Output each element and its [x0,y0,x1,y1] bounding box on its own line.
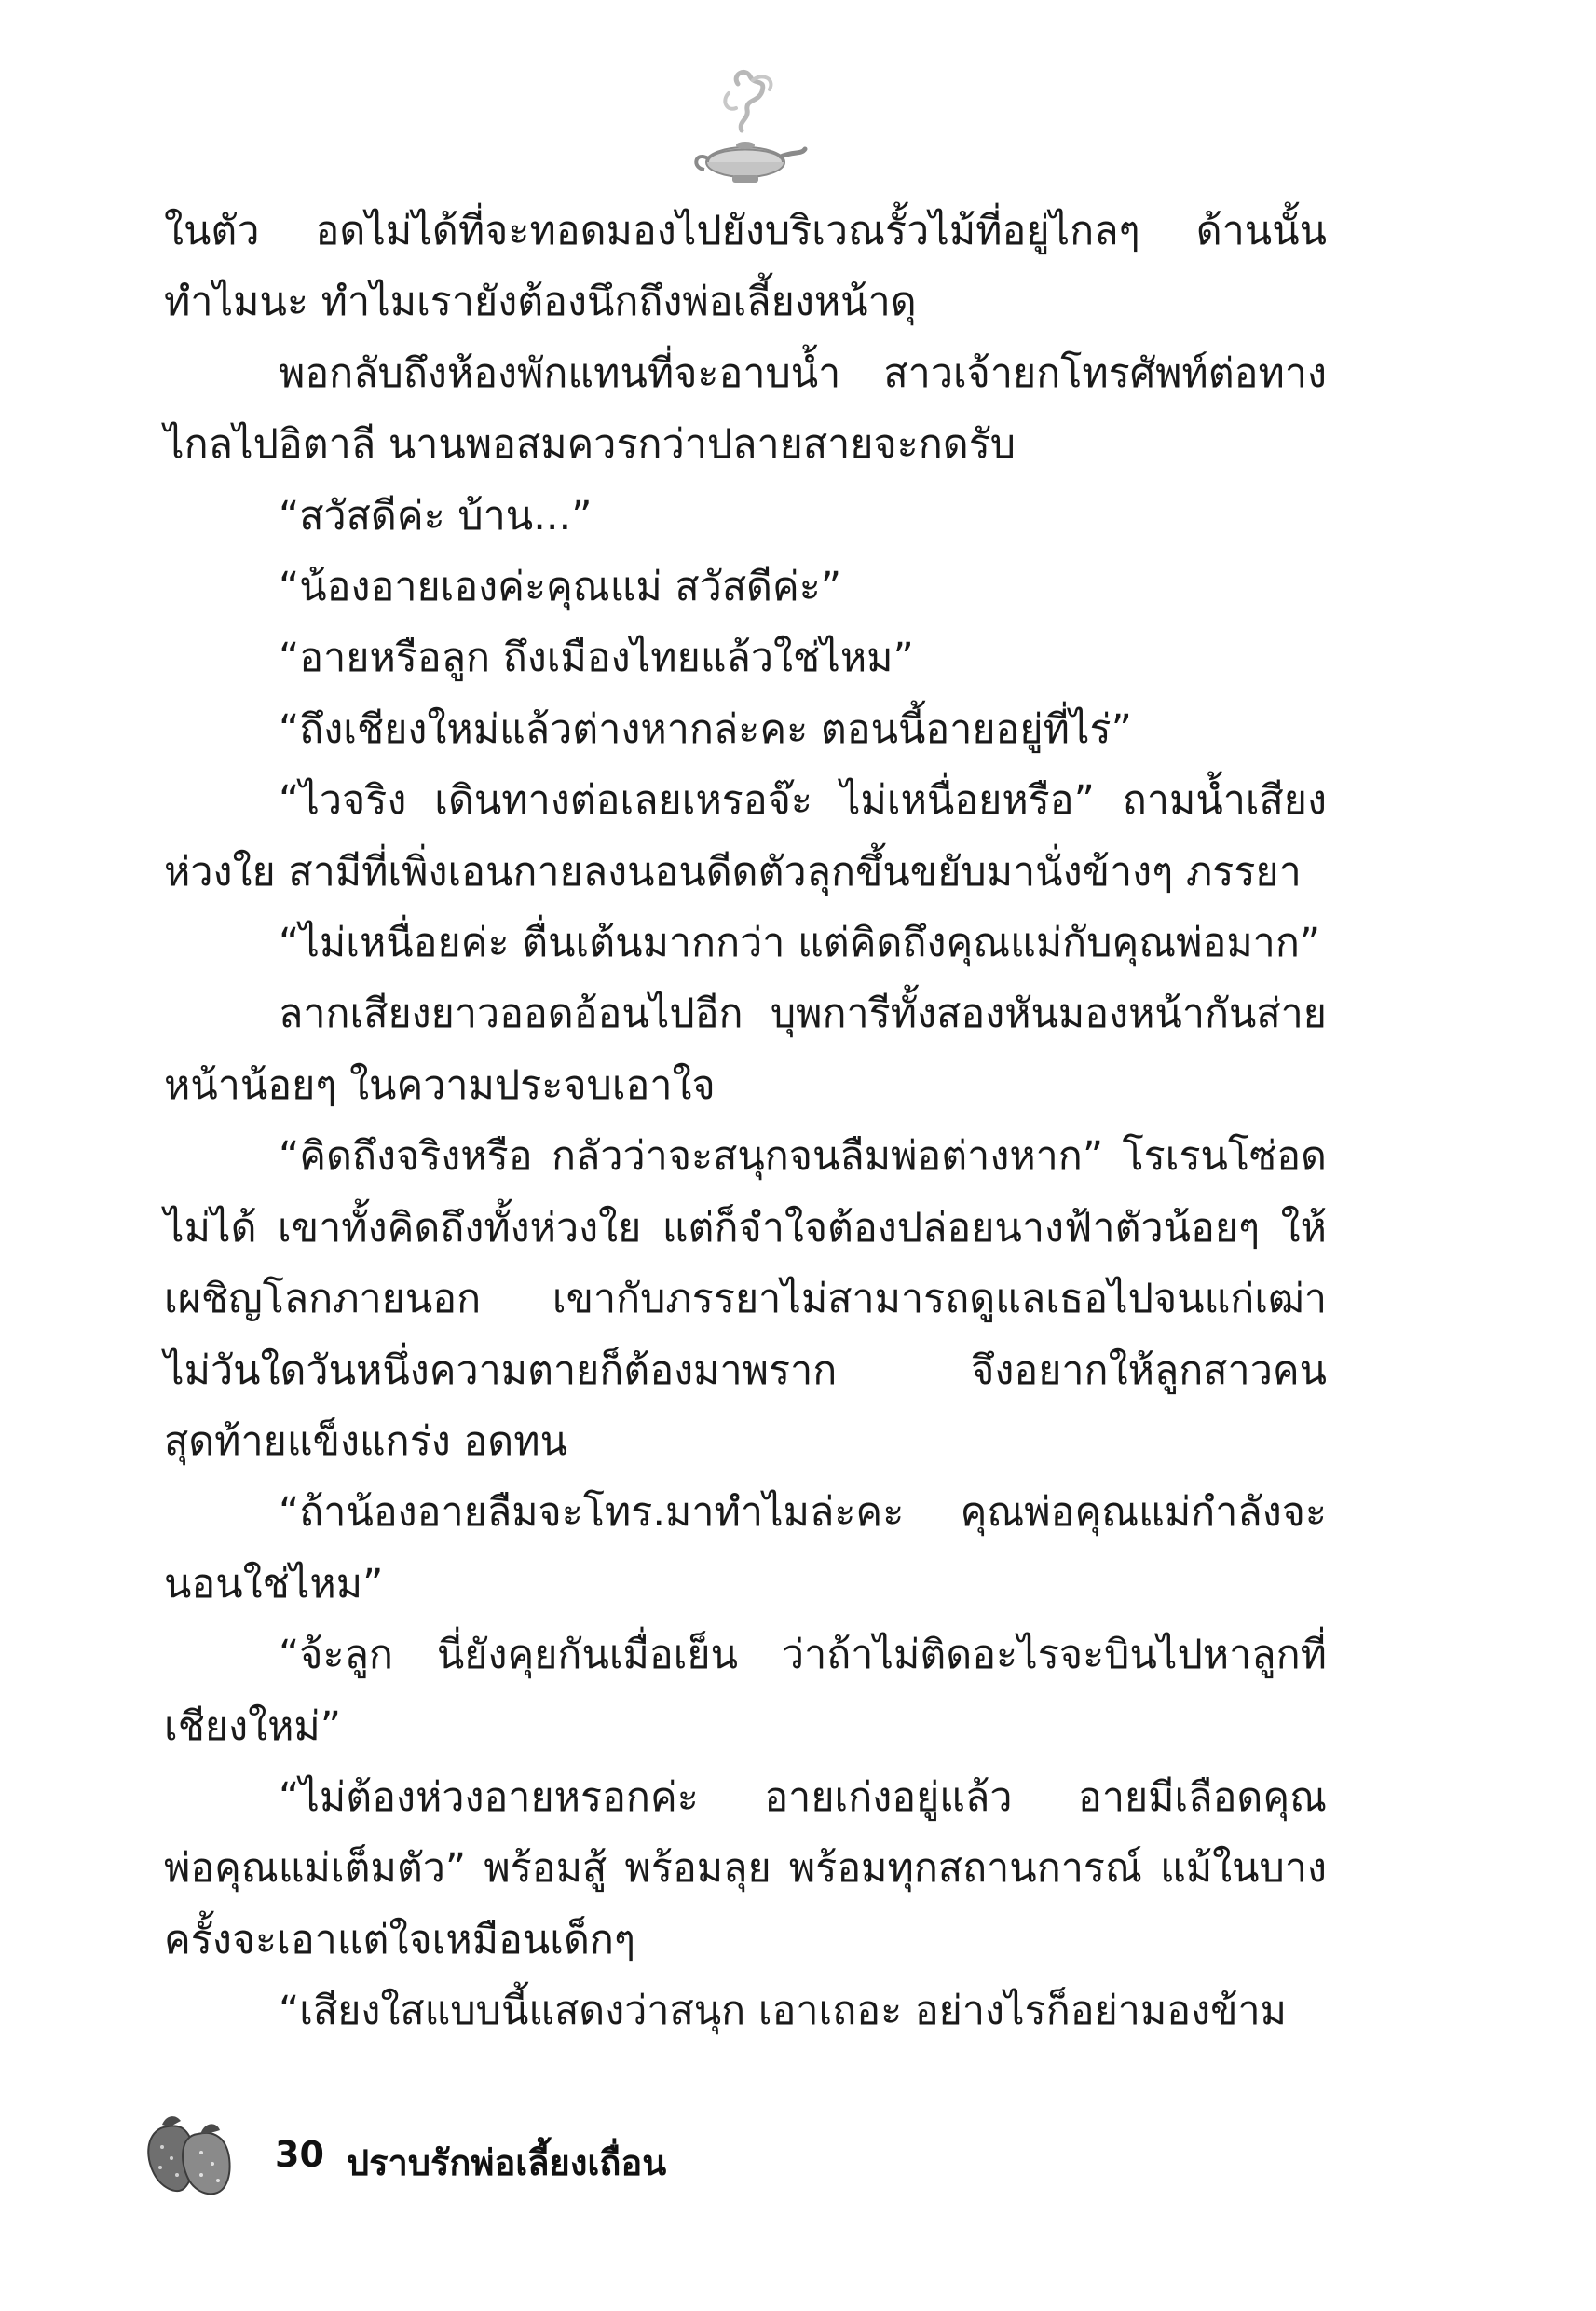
paragraph: “ไม่ต้องห่วงอายหรอกค่ะ อายเก่งอยู่แล้ว อายมีเลือดคุณพ่อคุณแม่เต็มตัว” พร้อมสู้ พร้อมลุย พร้อมทุกสถานการณ์ แม้ในบางครั้งจะเอาแต่ใจเหมือนเด็กๆ [164,1773,1327,1963]
paragraph: ลากเสียงยาวออดอ้อนไปอีก บุพการีทั้งสองหันมองหน้ากันส่ายหน้าน้อยๆ ในความประจบเอาใจ [164,991,1327,1109]
paragraph: ในตัว อดไม่ได้ที่จะทอดมองไปยังบริเวณรั้วไม้ที่อยู่ไกลๆ ด้านนั้น ทำไมนะ ทำไมเรายังต้องนึกถึงพ่อเลี้ยงหน้าดุ [164,208,1327,326]
paragraph: “ไวจริง เดินทางต่อเลยเหรอจ๊ะ ไม่เหนื่อยหรือ” ถามน้ำเสียงห่วงใย สามีที่เพิ่งเอนกายลงนอนดีดตัวลุกขึ้นขยับมานั่งข้างๆ ภรรยา [164,777,1327,896]
paragraph: “คิดถึงจริงหรือ กลัวว่าจะสนุกจนลืมพ่อต่างหาก” โรเรนโซ่อดไม่ได้ เขาทั้งคิดถึงทั้งห่วงใย แต่ก็จำใจต้องปล่อยนางฟ้าตัวน้อยๆ ให้เผชิญโลกภายนอก เขากับภรรยาไม่สามารถดูแลเธอไปจนแก่เฒ่า ไม่วันใดวันหนึ่งความตายก็ต้องมาพราก จึงอยากให้ลูกสาวคนสุดท้ายแข็งแกร่ง อดทน [164,1133,1327,1465]
paragraph: “เสียงใสแบบนี้แสดงว่าสนุก เอาเถอะ อย่างไรก็อย่ามองข้าม [279,1988,1287,2035]
paragraph: พอกลับถึงห้องพักแทนที่จะอาบน้ำ สาวเจ้ายกโทรศัพท์ต่อทางไกลไปอิตาลี นานพอสมควรกว่าปลายสายจะกดรับ [164,349,1327,469]
book-title: ปราบรักพ่อเลี้ยงเถื่อน [347,2142,667,2183]
paragraph: “อายหรือลูก ถึงเมืองไทยแล้วใช่ไหม” [279,635,914,682]
paragraph: “ไม่เหนื่อยค่ะ ตื่นเต้นมากกว่า แต่คิดถึงคุณแม่กับคุณพ่อมาก” [279,920,1321,967]
page-footer [140,2106,1351,2208]
strawberry-icon [140,2106,238,2204]
magic-lamp-icon [680,65,811,196]
page-number: 30 [275,2134,324,2175]
paragraph: “สวัสดีค่ะ บ้าน...” [279,492,593,540]
paragraph: “ถึงเชียงใหม่แล้วต่างหากล่ะคะ ตอนนี้อายอยู่ที่ไร่” [279,705,1132,753]
paragraph: “จ้ะลูก นี่ยังคุยกันเมื่อเย็น ว่าถ้าไม่ติดอะไรจะบินไปหาลูกที่เชียงใหม่” [164,1632,1327,1750]
paragraph: “ถ้าน้องอายลืมจะโทร.มาทำไมล่ะคะ คุณพ่อคุณแม่กำลังจะนอนใช่ไหม” [164,1489,1327,1607]
body-text [164,196,1327,2047]
paragraph: “น้องอายเองค่ะคุณแม่ สวัสดีค่ะ” [279,564,842,611]
